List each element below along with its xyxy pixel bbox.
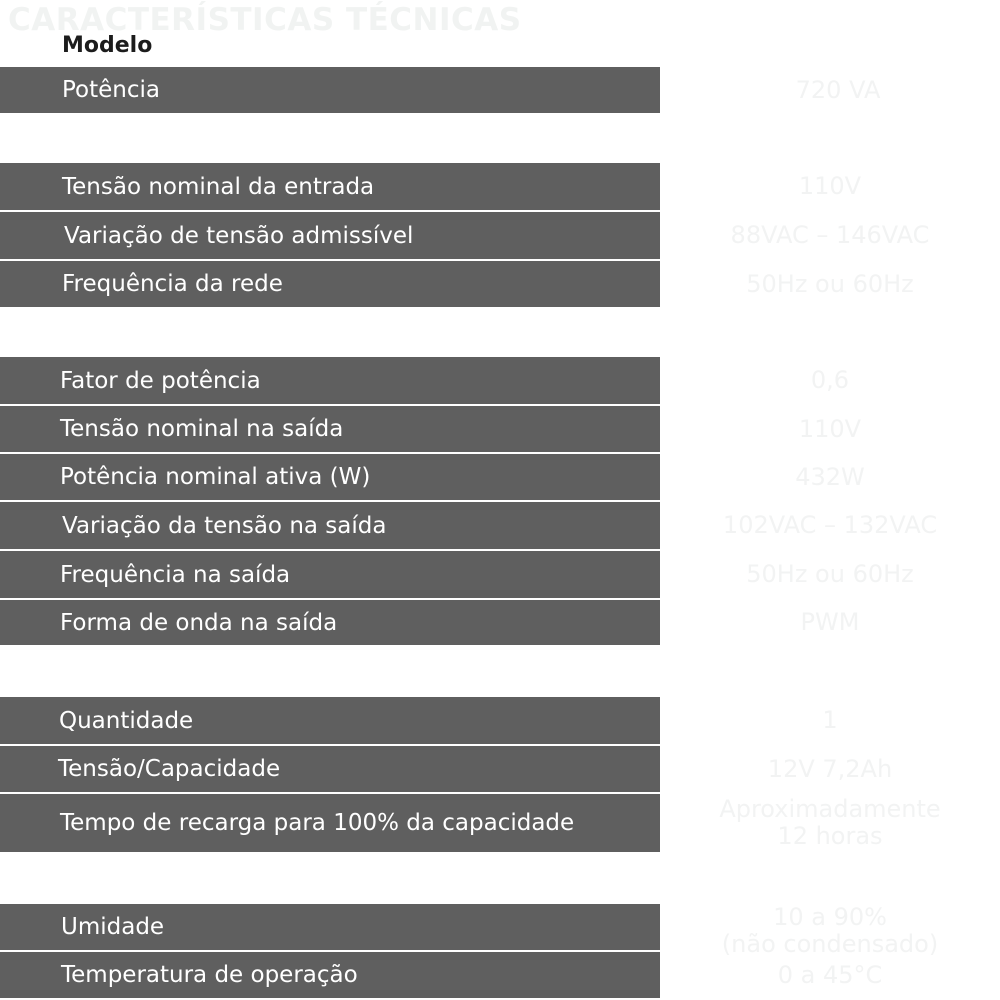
spec-label: Temperatura de operação [61, 962, 358, 988]
spec-row-voltage-range [0, 212, 1000, 259]
spec-label: Tensão/Capacidade [58, 756, 281, 782]
spec-label: Forma de onda na saída [60, 609, 338, 636]
spec-value: Aproximadamente 12 horas [719, 795, 941, 850]
spec-row-battery-quantity [0, 697, 1000, 744]
spec-value: PWM [800, 608, 860, 637]
spec-value: 1 [822, 706, 838, 735]
spec-label: Variação da tensão na saída [62, 512, 387, 539]
spec-row-power-factor [0, 357, 1000, 404]
spec-value: 88VAC – 146VAC [730, 221, 930, 250]
spec-label: Tensão nominal da entrada [62, 173, 375, 200]
spec-value: 432W [795, 462, 865, 491]
spec-value: 110V [798, 414, 862, 443]
spec-label: Tempo de recarga para 100% da capacidade [60, 810, 575, 836]
spec-row-output-voltage-range [0, 502, 1000, 549]
spec-row-recharge-time [0, 794, 1000, 852]
spec-label: Frequência da rede [62, 271, 283, 297]
spec-value: 50Hz ou 60Hz [746, 269, 914, 298]
spec-row-output-voltage [0, 406, 1000, 452]
spec-value: 50Hz ou 60Hz [746, 560, 914, 589]
spec-row-operating-temperature [0, 952, 1000, 998]
spec-row-battery-capacity [0, 746, 1000, 792]
model-label: Modelo [62, 33, 153, 58]
spec-label: Potência [62, 77, 160, 103]
spec-row-humidity [0, 903, 1000, 958]
spec-value: 0 a 45°C [777, 960, 883, 989]
spec-value: 12V 7,2Ah [767, 754, 893, 783]
spec-row-power [0, 67, 1000, 113]
spec-value: 720 VA [795, 75, 881, 104]
spec-row-waveform [0, 600, 1000, 645]
spec-value: 10 a 90% (não condensado) [721, 903, 939, 958]
spec-row-active-power [0, 454, 1000, 500]
spec-row-grid-frequency [0, 261, 1000, 307]
spec-label: Tensão nominal na saída [60, 416, 344, 442]
spec-value: 0,6 [810, 366, 850, 394]
spec-row-output-frequency [0, 551, 1000, 598]
section-title: CARACTERÍSTICAS TÉCNICAS [8, 2, 522, 38]
spec-label: Umidade [61, 914, 165, 940]
spec-label: Variação de tensão admissível [64, 222, 414, 249]
spec-label: Fator de potência [60, 367, 261, 394]
spec-value: 110V [798, 172, 862, 201]
spec-label: Quantidade [59, 707, 194, 734]
spec-label: Frequência na saída [60, 561, 291, 588]
spec-row-input-voltage [0, 163, 1000, 210]
spec-value: 102VAC – 132VAC [722, 511, 938, 540]
spec-label: Potência nominal ativa (W) [60, 464, 371, 490]
